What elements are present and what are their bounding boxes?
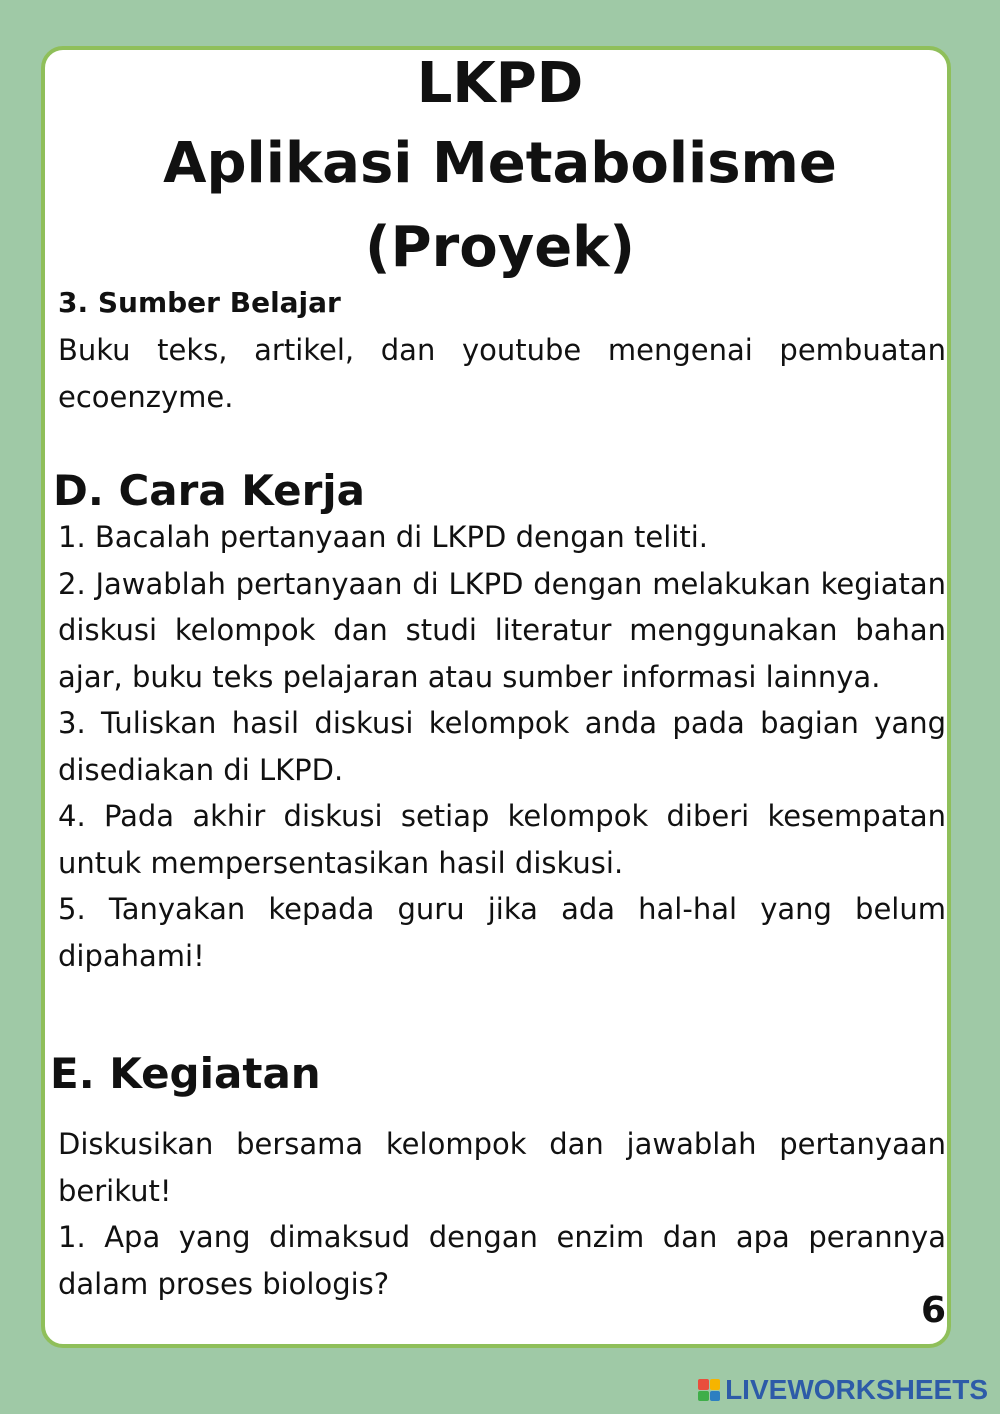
liveworksheets-watermark (698, 1376, 988, 1404)
page-subtitle-type: (Proyek) (364, 215, 636, 280)
sumber-belajar-text: Buku teks, artikel, dan youtube mengenai pembuatan ecoenzyme. (58, 333, 946, 414)
liveworksheets-logo-icon (698, 1379, 720, 1401)
cara-kerja-list (58, 514, 946, 979)
page-number: 6 (920, 1290, 946, 1331)
list-item: 2. Jawablah pertanyaan di LKPD dengan melakukan kegiatan diskusi kelompok dan studi literatur menggunakan bahan ajar, buku teks pelajaran atau sumber informasi lainnya. (58, 566, 946, 694)
page-title: LKPD (416, 51, 584, 116)
kegiatan-intro: Diskusikan bersama kelompok dan jawablah pertanyaan berikut! (58, 1127, 946, 1208)
list-item: 5. Tanyakan kepada guru jika ada hal-hal yang belum dipahami! (58, 892, 946, 973)
list-item: 3. Tuliskan hasil diskusi kelompok anda pada bagian yang disediakan di LKPD. (58, 706, 946, 787)
cara-kerja-heading: D. Cara Kerja (53, 466, 366, 515)
page-subtitle: Aplikasi Metabolisme (163, 131, 837, 196)
watermark-text: LIVEWORKSHEETS (725, 1374, 988, 1405)
sumber-belajar-heading: 3. Sumber Belajar (58, 286, 341, 319)
question-1: 1. Apa yang dimaksud dengan enzim dan apa perannya dalam proses biologis? (58, 1220, 946, 1301)
list-item: 1. Bacalah pertanyaan di LKPD dengan teliti. (58, 520, 708, 554)
kegiatan-heading: E. Kegiatan (50, 1049, 321, 1098)
list-item: 4. Pada akhir diskusi setiap kelompok diberi kesempatan untuk mempersentasikan hasil diskusi. (58, 799, 946, 880)
kegiatan-text (58, 1121, 946, 1307)
